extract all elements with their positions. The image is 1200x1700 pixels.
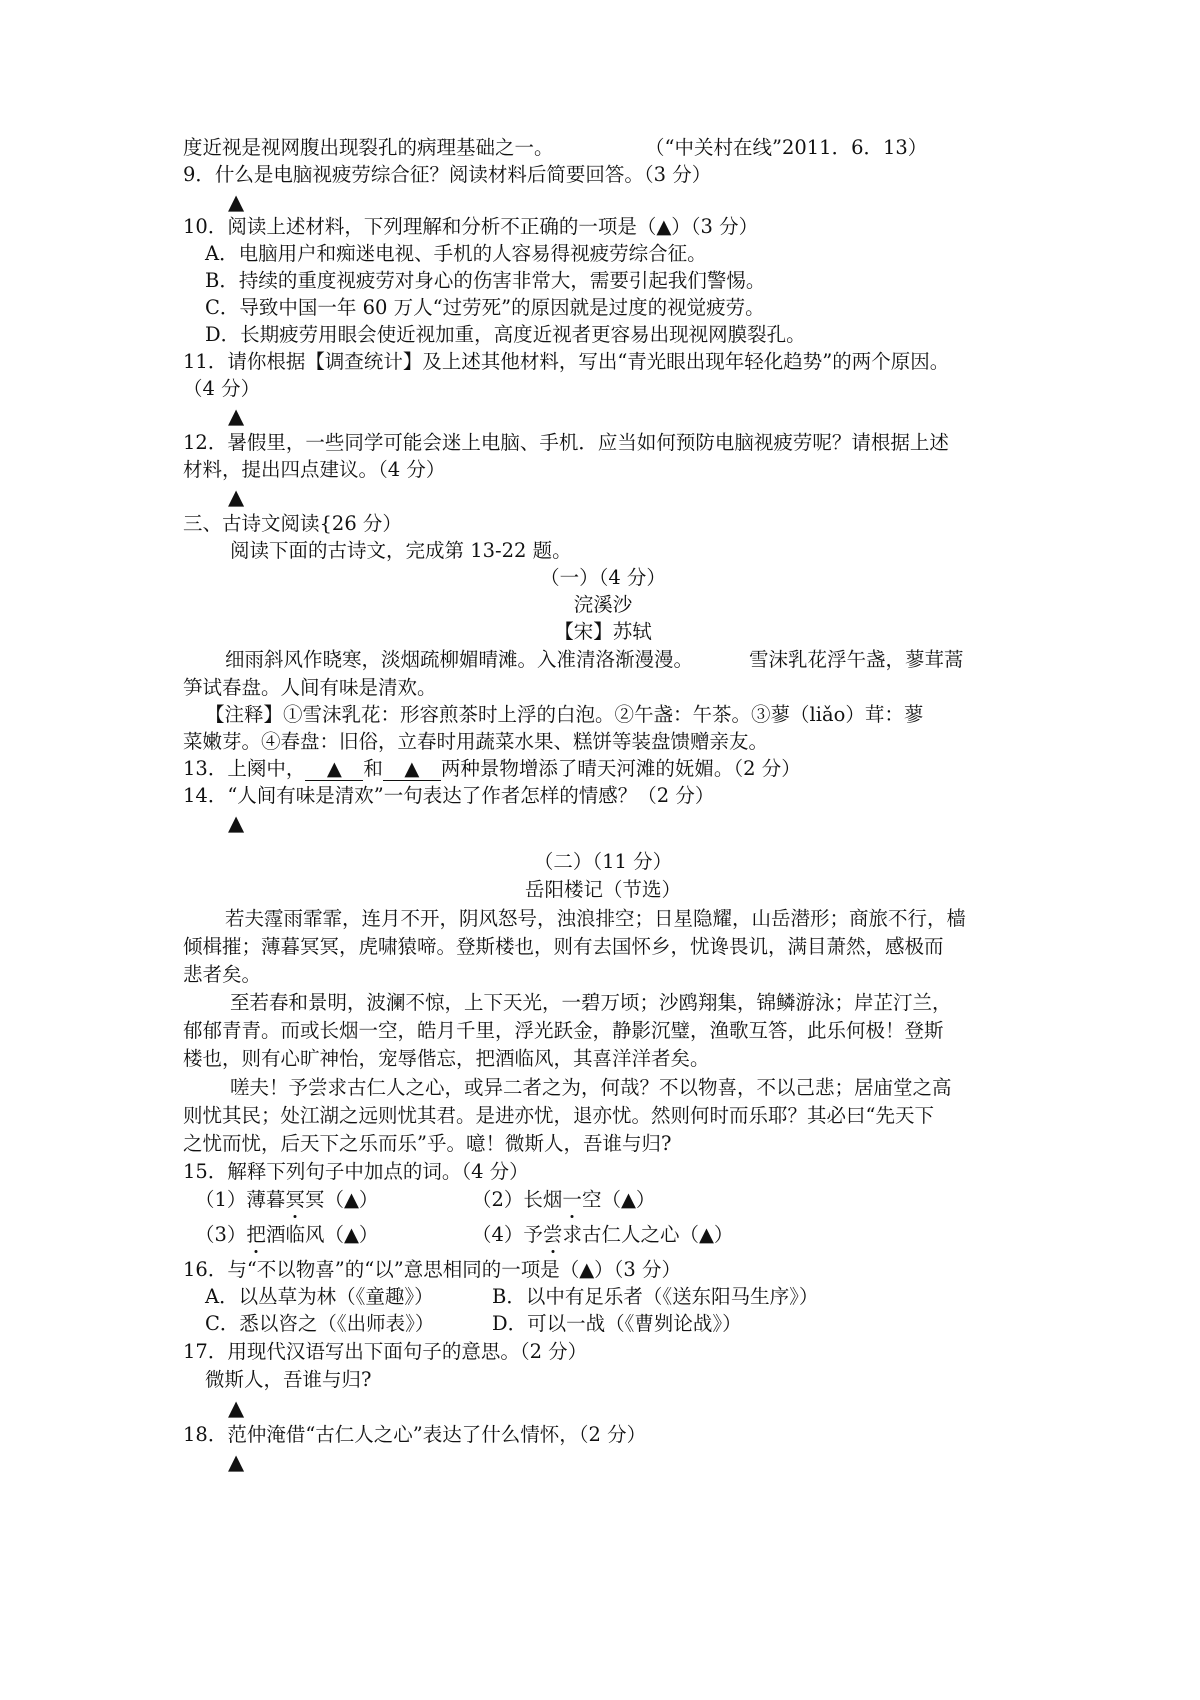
dotted-word: 一	[562, 1188, 582, 1211]
item-text: 冥（▲）	[304, 1188, 379, 1211]
dotted-word: 冥	[285, 1188, 305, 1211]
item-text: （3）	[195, 1223, 247, 1246]
passage-line: 郁郁青青。而或长烟一空，皓月千里，浮光跃金，静影沉璧，渔歌互答，此乐何极！登斯	[183, 1019, 944, 1042]
dotted-word: 把	[246, 1223, 266, 1246]
option-b: B．持续的重度视疲劳对身心的伤害非常大，需要引起我们警惕。	[205, 269, 766, 292]
question-14: 14．“人间有味是清欢”一句表达了作者怎样的情感？（2 分）	[183, 784, 715, 807]
question-text: 和	[363, 757, 383, 780]
answer-marker: ▲	[228, 404, 245, 428]
passage-line: 则忧其民；处江湖之远则忧其君。是进亦忧，退亦忧。然则何时而乐耶？其必曰“先天下	[183, 1104, 934, 1127]
passage-line: 至若春和景明，波澜不惊，上下天光，一碧万顷；沙鸥翔集，锦鳞游泳；岸芷汀兰，	[230, 991, 952, 1014]
item-text: （2）长烟	[472, 1188, 563, 1211]
passage-line: 嗟夫！予尝求古仁人之心，或异二者之为，何哉？不以物喜，不以己悲；居庙堂之高	[230, 1076, 952, 1099]
question-18: 18．范仲淹借“古仁人之心”表达了什么情怀，（2 分）	[183, 1423, 647, 1446]
answer-marker: ▲	[228, 485, 245, 509]
option-d: D．长期疲劳用眼会使近视加重，高度近视者更容易出现视网膜裂孔。	[205, 323, 806, 346]
passage-title: 岳阳楼记（节选）	[524, 878, 681, 901]
fill-blank[interactable]: ▲	[305, 758, 363, 781]
section-heading: 三、古诗文阅读{26 分）	[183, 512, 402, 535]
source-citation: （“中关村在线”2011．6．13）	[645, 136, 928, 159]
passage-line: 悲者矣。	[183, 963, 262, 986]
option-c: C．悉以咨之（《出师表》）	[205, 1312, 435, 1335]
poem-title: 浣溪沙	[573, 593, 633, 616]
answer-marker: ▲	[228, 1450, 245, 1474]
question-text: 两种景物增添了晴天河滩的妩媚。（2 分）	[440, 757, 801, 780]
paragraph-tail: 度近视是视网腹出现裂孔的病理基础之一。	[183, 136, 554, 159]
poem-author: 【宋】苏轼	[554, 620, 652, 643]
answer-marker: ▲	[228, 1396, 245, 1420]
item-text: 酒临风（▲）	[265, 1223, 379, 1246]
answer-marker: ▲	[228, 190, 245, 214]
question-13	[183, 755, 1023, 783]
question-12-cont: 材料，提出四点建议。（4 分）	[183, 458, 446, 481]
passage-line: 之忧而忧，后天下之乐而乐”乎。噫！微斯人，吾谁与归?	[183, 1132, 672, 1155]
question-9: 9．什么是电脑视疲劳综合征？阅读材料后简要回答。（3 分）	[183, 163, 712, 186]
part-heading: （一）（4 分）	[540, 566, 666, 589]
fill-blank[interactable]: ▲	[383, 758, 441, 781]
item-text: （4）予	[472, 1223, 543, 1246]
option-a: A．以丛草为林（《童趣》）	[205, 1285, 434, 1308]
question-17-sentence: 微斯人，吾谁与归?	[205, 1368, 372, 1391]
poem-line: 笋试春盘。人间有味是清欢。	[183, 676, 437, 699]
part-heading: （二）（11 分）	[533, 850, 673, 873]
poem-line	[225, 646, 1065, 674]
question-17: 17．用现代汉语写出下面句子的意思。（2 分）	[183, 1340, 588, 1363]
item-text: 空（▲）	[581, 1188, 656, 1211]
option-d: D．可以一战（《曹刿论战》）	[492, 1312, 742, 1335]
option-b: B．以中有足乐者（《送东阳马生序》）	[492, 1285, 819, 1308]
dotted-word: 尝	[542, 1223, 563, 1246]
question-10: 10．阅读上述材料，下列理解和分析不正确的一项是（▲）（3 分）	[183, 215, 759, 238]
poem-text: 细雨斜风作晓寒，淡烟疏柳媚晴滩。入准清洛渐漫漫。	[225, 648, 694, 671]
question-12: 12．暑假里，一些同学可能会迷上电脑、手机．应当如何预防电脑视疲劳呢？请根据上述	[183, 431, 949, 454]
answer-marker: ▲	[228, 811, 245, 835]
passage-line: 楼也，则有心旷神怡，宠辱偕忘，把酒临风，其喜洋洋者矣。	[183, 1047, 710, 1070]
question-15-item-2	[472, 1186, 872, 1214]
question-15: 15．解释下列句子中加点的词。（4 分）	[183, 1160, 529, 1183]
option-c: C．导致中国一年 60 万人“过劳死”的原因就是过度的视觉疲劳。	[205, 296, 765, 319]
question-text: 13．上阕中，	[183, 757, 306, 780]
section-instructions: 阅读下面的古诗文，完成第 13-22 题。	[230, 539, 572, 562]
question-11-points: （4 分）	[183, 377, 261, 400]
annotation-cont: 菜嫩芽。④春盘：旧俗，立春时用蔬菜水果、糕饼等装盘馈赠亲友。	[183, 730, 769, 753]
annotation: 【注释】①雪沫乳花：形容煎茶时上浮的白泡。②午盏：午茶。③蓼（liǎo）茸：蓼	[205, 703, 924, 726]
question-15-item-4	[472, 1221, 872, 1249]
poem-text: 雪沫乳花浮午盏，蓼茸蒿	[749, 648, 964, 671]
item-text: （1）薄暮	[195, 1188, 286, 1211]
option-a: A．电脑用户和痴迷电视、手机的人容易得视疲劳综合征。	[205, 242, 707, 265]
question-11: 11．请你根据【调查统计】及上述其他材料，写出“青光眼出现年轻化趋势”的两个原因。	[183, 350, 950, 373]
passage-line: 倾楫摧；薄暮冥冥，虎啸猿啼。登斯楼也，则有去国怀乡，忧谗畏讥，满目萧然，感极而	[183, 935, 944, 958]
passage-line: 若夫霪雨霏霏，连月不开，阴风怒号，浊浪排空；日星隐耀，山岳潜形；商旅不行，樯	[225, 907, 967, 930]
question-16: 16．与“不以物喜”的“以”意思相同的一项是（▲）（3 分）	[183, 1258, 682, 1281]
item-text: 求古仁人之心（▲）	[562, 1223, 734, 1246]
